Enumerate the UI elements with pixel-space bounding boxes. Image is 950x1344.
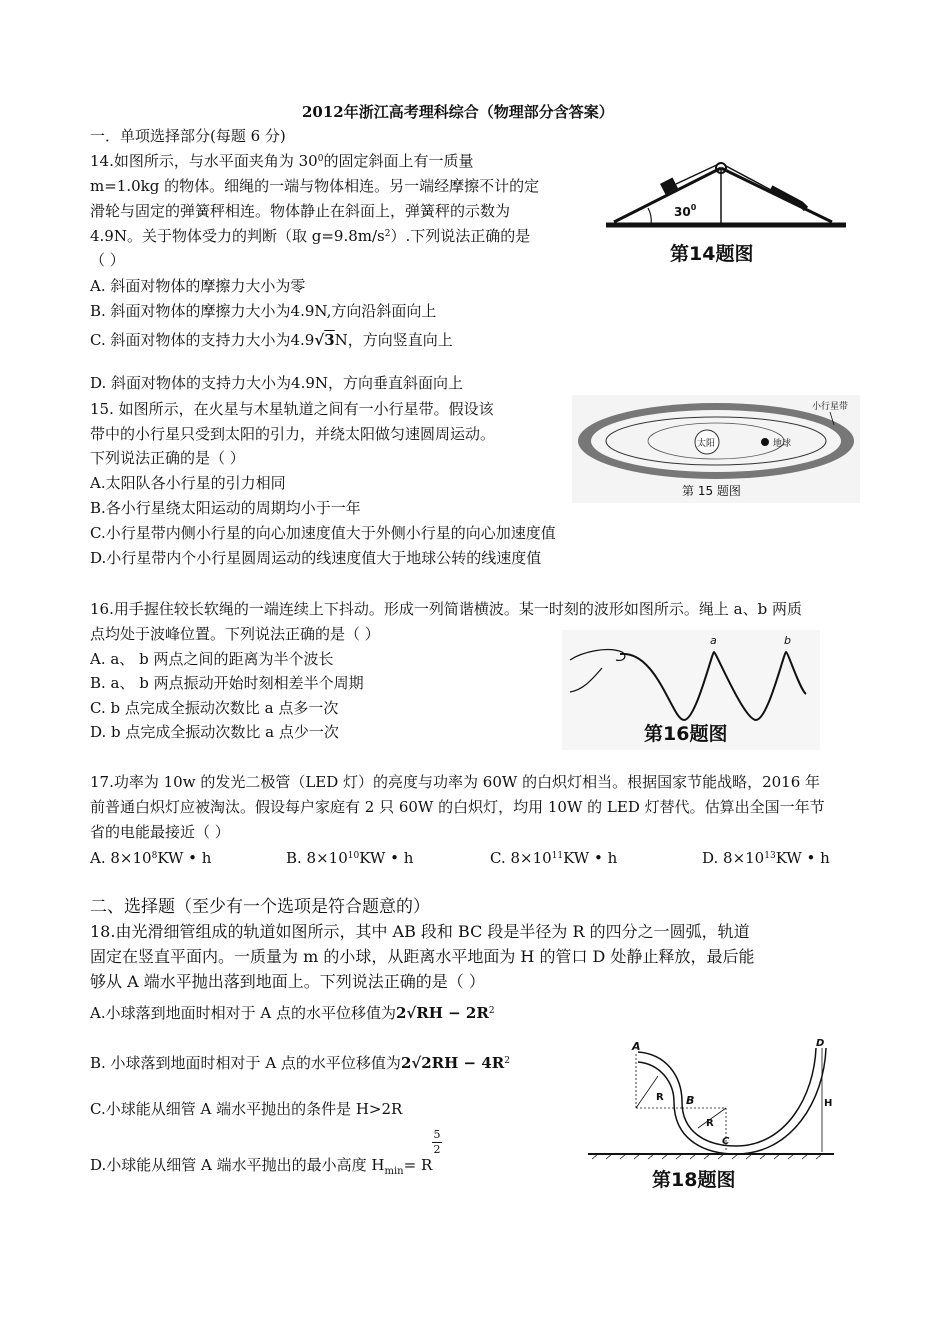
q17-line-3: 省的电能最接近（ ） — [90, 823, 230, 841]
q17-line-2: 前普通白炽灯应被淘汰。假设每户家庭有 2 只 60W 的白炽灯，均用 10W 的 LED 灯替代。估算出全国一年节 — [90, 798, 825, 816]
q18-line-2: 固定在竖直平面内。一质量为 m 的小球，从距离水平地面为 H 的管口 D 处静止释放，最后能 — [90, 947, 755, 966]
q16-option-b: B. a、 b 两点振动开始时刻相差半个周期 — [90, 674, 364, 692]
q14-line-4: 4.9N。关于物体受力的判断（取 $g=9.8m/s^2$）.下列说法正确的是 — [90, 227, 531, 245]
q15-option-a: A.太阳队各小行星的引力相同 — [90, 474, 286, 492]
q15-line-1: 15. 如图所示，在火星与木星轨道之间有一小行星带。假设该 — [90, 400, 494, 418]
q18-option-d: D.小球能从细管 A 端水平抛出的最小高度 $H_{min}= R$ — [90, 1156, 433, 1177]
section-1-heading: 一．单项选择部分(每题 6 分) — [90, 127, 286, 145]
page-title: 2012年浙江高考理科综合（物理部分含答案） — [302, 103, 614, 121]
q14-option-d: D. 斜面对物体的支持力大小为4.9N，方向垂直斜面向上 — [90, 374, 464, 392]
q18-label-c: C — [722, 1136, 730, 1147]
q14-option-c: C. 斜面对物体的支持力大小为4.9√3N，方向竖直向上 — [90, 331, 453, 349]
q16-point-a-label: a — [710, 634, 717, 647]
q15-option-c: C.小行星带内侧小行星的向心加速度值大于外侧小行星的向心加速度值 — [90, 524, 556, 542]
q18-label-a: A — [632, 1040, 641, 1053]
q14-figure-caption: 第14题图 — [670, 243, 754, 265]
q18-option-a: A.小球落到地面时相对于 A 点的水平位移值为$2√RH - 2R^2$ — [90, 1004, 495, 1022]
q17-option-c: C. $8\times 10^{11}KW$ • h — [490, 849, 618, 867]
q18-label-r2: R — [706, 1118, 714, 1129]
q16-line-1: 16.用手握住较长软绳的一端连续上下抖动。形成一列简谐横波。某一时刻的波形如图所示。绳上 a、b 两质 — [90, 600, 802, 618]
q17-option-d: D. $8\times 10^{13}KW$ • h — [702, 849, 830, 867]
q18-label-h: H — [824, 1098, 833, 1109]
q17-option-a: A. $8\times 10^8KW$ • h — [90, 849, 212, 867]
q14-figure — [596, 150, 856, 270]
q17-option-b: B. $8\times 10^{10}KW$ • h — [286, 849, 414, 867]
q15-line-3: 下列说法正确的是（ ） — [90, 449, 245, 467]
q18-fraction: 5 2 — [433, 1128, 441, 1156]
q16-option-d: D. b 点完成全振动次数比 a 点少一次 — [90, 723, 339, 741]
q18-figure-caption: 第18题图 — [652, 1169, 736, 1191]
q18-option-b: B. 小球落到地面时相对于 A 点的水平位移值为$2√2RH - 4R^2$ — [90, 1054, 510, 1072]
q16-figure-caption: 第16题图 — [644, 723, 728, 745]
q16-option-c: C. b 点完成全振动次数比 a 点多一次 — [90, 699, 339, 717]
q18-option-c: C.小球能从细管 A 端水平抛出的条件是 H>2R — [90, 1100, 403, 1118]
q15-figure-caption: 第 15 题图 — [682, 484, 741, 498]
q14-angle-label: $30^0$ — [674, 203, 697, 219]
q16-option-a: A. a、 b 两点之间的距离为半个波长 — [90, 650, 334, 668]
q18-line-1: 18.由光滑细管组成的轨道如图所示，其中 AB 段和 BC 段是半径为 R 的四分之一圆弧，轨道 — [90, 922, 750, 941]
q15-sun-label: 太阳 — [697, 439, 716, 449]
q15-earth-dot — [761, 438, 769, 446]
q17-line-1: 17.功率为 10w 的发光二极管（LED 灯）的亮度与功率为 60W 的白炽灯相当。根据国家节能战略，2016 年 — [90, 773, 821, 791]
q18-label-d: D — [816, 1038, 825, 1049]
q16-figure — [562, 630, 820, 750]
q14-line-1: 14.如图所示，与水平面夹角为 $30^0$的固定斜面上有一质量 — [90, 152, 474, 170]
q15-figure — [572, 395, 860, 503]
q18-line-3: 够从 A 端水平抛出落到地面上。下列说法正确的是（ ） — [90, 972, 485, 991]
q15-line-2: 带中的小行星只受到太阳的引力，并绕太阳做匀速圆周运动。 — [90, 425, 496, 443]
q14-line-3: 滑轮与固定的弹簧秤相连。物体静止在斜面上，弹簧秤的示数为 — [90, 202, 511, 220]
q15-earth-label: 地球 — [773, 439, 792, 449]
q14-line-2: m=1.0kg 的物体。细绳的一端与物体相连。另一端经摩擦不计的定 — [90, 177, 540, 195]
q18-figure — [586, 1036, 836, 1196]
q15-option-d: D.小行星带内个小行星圆周运动的线速度值大于地球公转的线速度值 — [90, 549, 542, 567]
q18-label-r1: R — [656, 1092, 664, 1103]
q16-line-2: 点均处于波峰位置。下列说法正确的是（ ） — [90, 625, 380, 643]
q16-point-b-label: b — [784, 634, 791, 647]
q14-option-a: A. 斜面对物体的摩擦力大小为零 — [90, 277, 306, 295]
q14-option-b: B. 斜面对物体的摩擦力大小为4.9N,方向沿斜面向上 — [90, 302, 437, 320]
q15-belt-label: 小行星带 — [812, 402, 849, 412]
q18-label-b: B — [686, 1094, 695, 1107]
q15-option-b: B.各小行星绕太阳运动的周期均小于一年 — [90, 499, 361, 517]
section-2-heading: 二、选择题（至少有一个选项是符合题意的） — [90, 897, 430, 917]
q14-line-5: （ ） — [90, 251, 125, 269]
